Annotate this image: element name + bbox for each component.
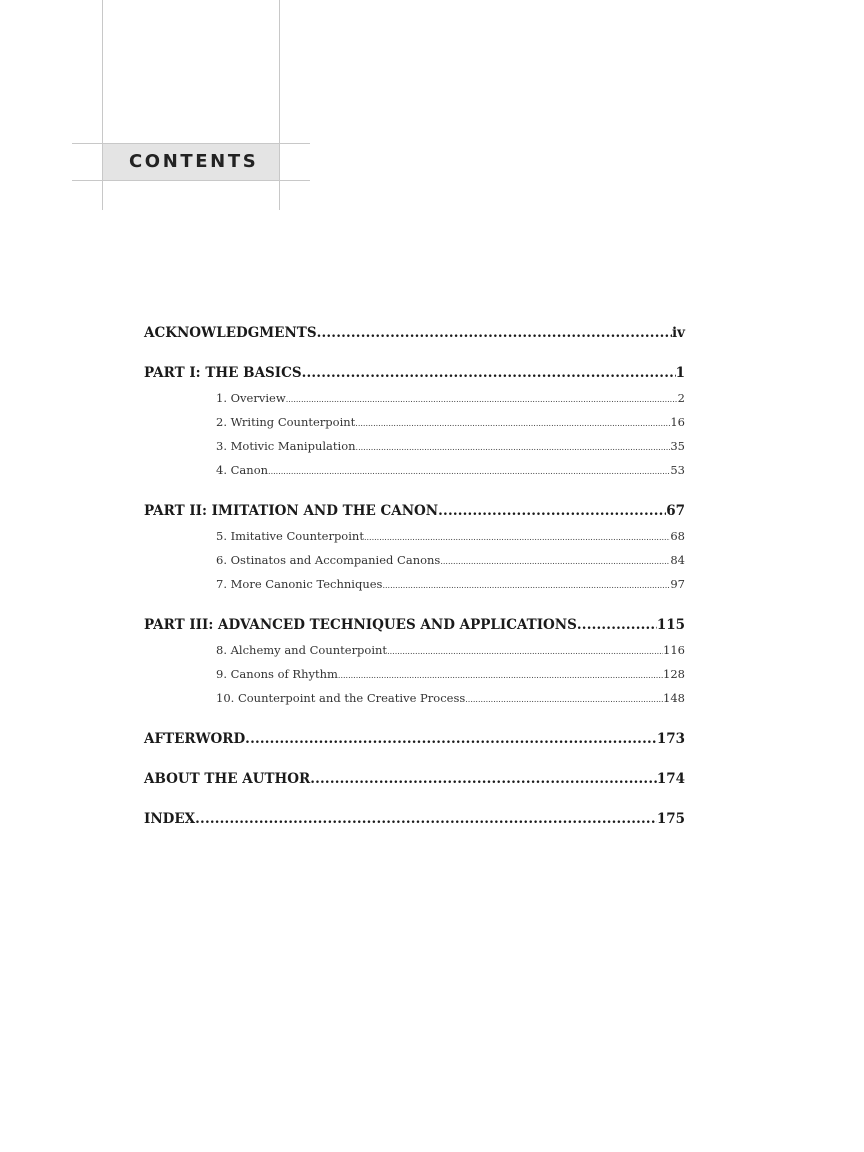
toc-entry-page: 97: [670, 577, 685, 591]
dot-leader: [310, 768, 657, 790]
dot-leader: [245, 728, 657, 750]
toc-entry-page: 115: [656, 617, 685, 633]
toc-entry-chapter-1[interactable]: [216, 386, 685, 410]
toc-entry-afterword[interactable]: [144, 728, 685, 750]
toc-entry-chapter-9[interactable]: [216, 662, 685, 686]
toc-entry-page: 1: [675, 365, 685, 381]
toc-entry-page: 2: [677, 391, 685, 405]
toc-entry-label: 3. Motivic Manipulation: [216, 439, 356, 453]
dot-leader: [338, 662, 663, 688]
toc-entry-page: 67: [666, 503, 685, 519]
frame-line-vertical-right: [279, 0, 280, 210]
toc-entry-page: 116: [663, 643, 685, 657]
toc-entry-page: 68: [670, 529, 685, 543]
dot-leader: [302, 362, 676, 384]
toc-entry-page: 35: [670, 439, 685, 453]
toc-entry-page: 53: [670, 463, 685, 477]
toc-entry-page: 148: [663, 691, 685, 705]
dot-leader: [440, 548, 670, 574]
toc-entry-page: 173: [656, 731, 685, 747]
toc-entry-label: INDEX: [144, 811, 196, 827]
toc-entry-chapter-3[interactable]: [216, 434, 685, 458]
toc-entry-chapter-2[interactable]: [216, 410, 685, 434]
toc-entry-page: 174: [656, 771, 685, 787]
dot-leader: [465, 686, 663, 712]
dot-leader: [268, 458, 670, 484]
toc-entry-label: PART III: ADVANCED TECHNIQUES AND APPLICATIONS: [144, 617, 577, 633]
toc-entry-page: 16: [670, 415, 685, 429]
toc-entry-label: 9. Canons of Rhythm: [216, 667, 338, 681]
dot-leader: [364, 524, 670, 550]
dot-leader: [438, 500, 666, 522]
toc-entry-chapter-7[interactable]: [216, 572, 685, 596]
dot-leader: [387, 638, 663, 664]
toc-entry-chapter-4[interactable]: [216, 458, 685, 482]
toc-entry-chapter-5[interactable]: [216, 524, 685, 548]
toc-entry-index[interactable]: [144, 808, 685, 830]
page-title: CONTENTS: [129, 151, 259, 172]
toc-entry-part-1[interactable]: [144, 362, 685, 384]
toc-entry-chapter-10[interactable]: [216, 686, 685, 710]
toc-entry-label: 6. Ostinatos and Accompanied Canons: [216, 553, 441, 567]
toc-entry-label: 10. Counterpoint and the Creative Process: [216, 691, 466, 705]
dot-leader: [355, 410, 670, 436]
toc-entry-page: iv: [672, 325, 685, 341]
toc-entry-label: 7. More Canonic Techniques: [216, 577, 383, 591]
toc-entry-page: 84: [670, 553, 685, 567]
table-of-contents: [144, 322, 685, 830]
dot-leader: [286, 386, 678, 412]
toc-entry-chapter-6[interactable]: [216, 548, 685, 572]
toc-entry-acknowledgments[interactable]: [144, 322, 685, 344]
toc-entry-label: 2. Writing Counterpoint: [216, 415, 356, 429]
toc-entry-page: 128: [663, 667, 685, 681]
toc-entry-about-the-author[interactable]: [144, 768, 685, 790]
toc-entry-label: ACKNOWLEDGMENTS: [144, 325, 317, 341]
toc-entry-page: 175: [656, 811, 685, 827]
toc-entry-label: 4. Canon: [216, 463, 269, 477]
toc-entry-label: PART I: THE BASICS: [144, 365, 302, 381]
dot-leader: [195, 808, 657, 830]
frame-line-horizontal-bottom: [72, 180, 310, 181]
toc-entry-label: ABOUT THE AUTHOR: [144, 771, 311, 787]
toc-entry-label: 8. Alchemy and Counterpoint: [216, 643, 388, 657]
toc-entry-label: AFTERWORD: [144, 731, 246, 747]
dot-leader: [317, 322, 672, 344]
toc-entry-part-3[interactable]: [144, 614, 685, 636]
dot-leader: [577, 614, 657, 636]
dot-leader: [382, 572, 670, 598]
toc-entry-label: 5. Imitative Counterpoint: [216, 529, 364, 543]
toc-entry-label: PART II: IMITATION AND THE CANON: [144, 503, 439, 519]
toc-entry-label: 1. Overview: [216, 391, 286, 405]
dot-leader: [356, 434, 671, 460]
toc-entry-part-2[interactable]: [144, 500, 685, 522]
toc-entry-chapter-8[interactable]: [216, 638, 685, 662]
